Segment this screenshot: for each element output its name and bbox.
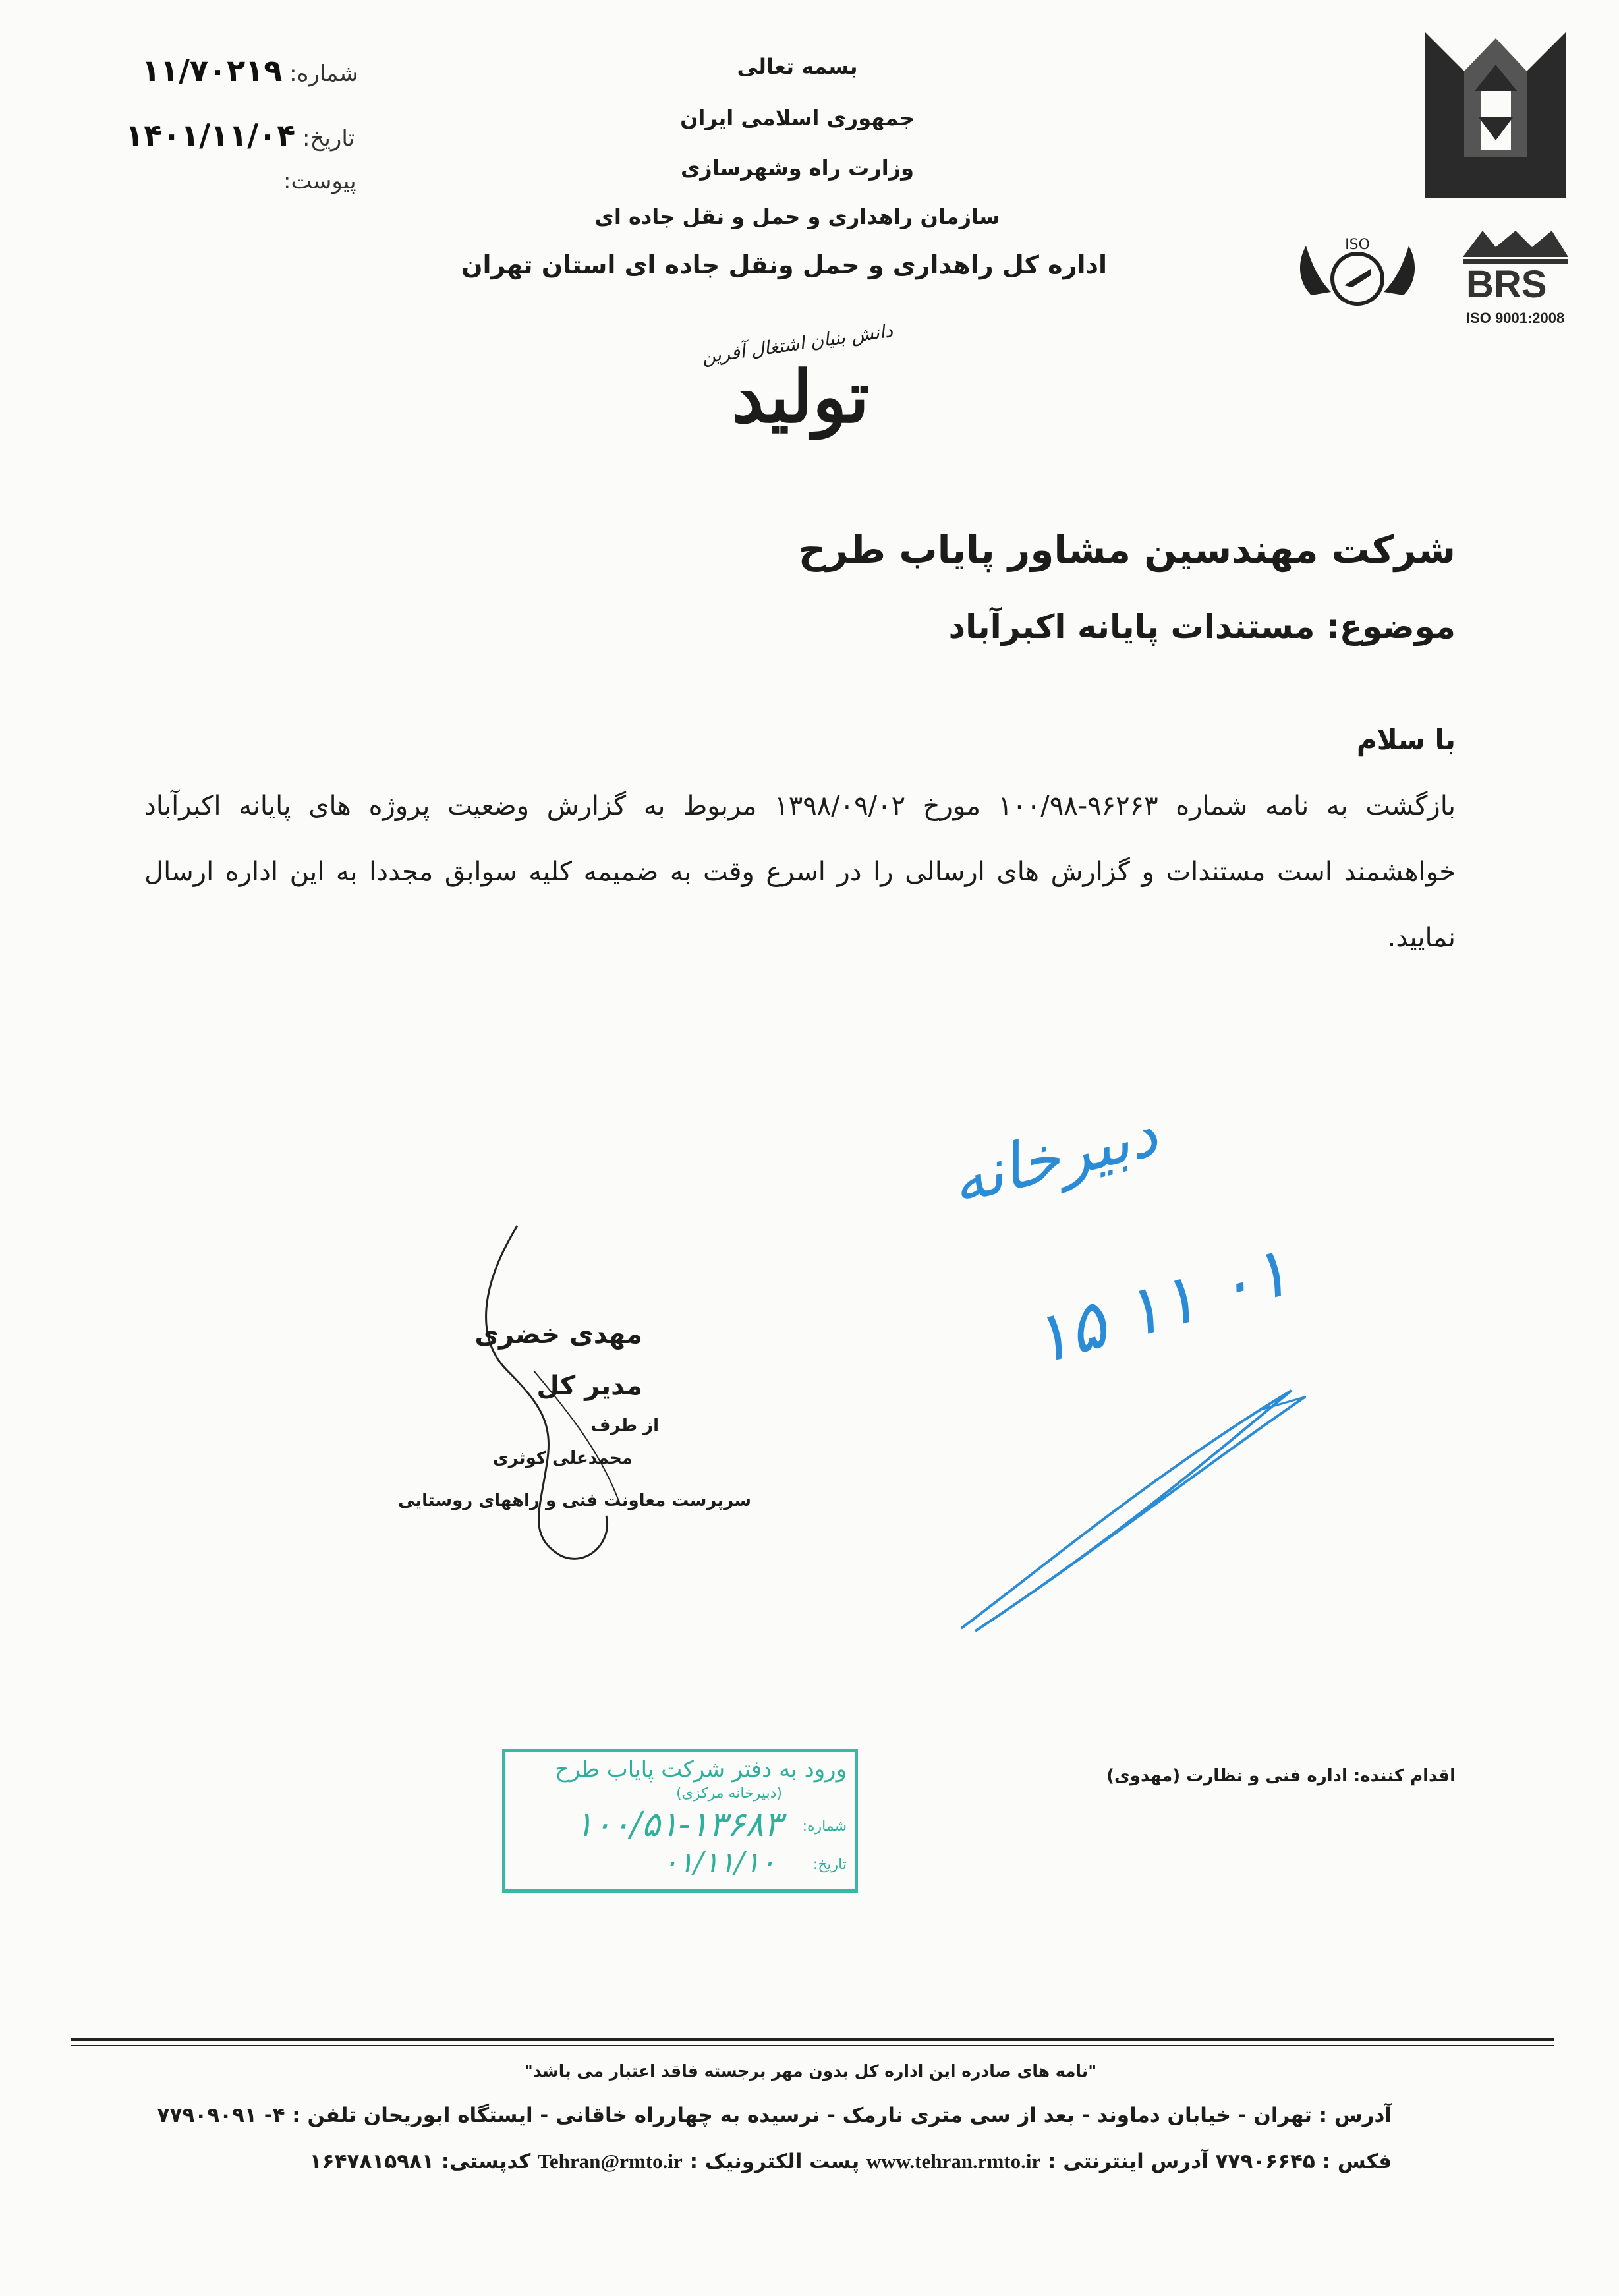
signatory-title: مدیر کل — [536, 1371, 642, 1401]
letter-date-label: تاریخ: — [302, 125, 355, 152]
header-ministry: وزارت راه وشهرسازی — [680, 156, 915, 181]
fax-label: فکس : — [1322, 2150, 1392, 2173]
stamp-date-value: ۰۱/۱۱/۱۰ — [662, 1846, 776, 1880]
letter-number-row — [142, 53, 358, 88]
iso-badge-text: ISO — [1345, 237, 1370, 253]
header-country: جمهوری اسلامی ایران — [680, 105, 915, 130]
deputy-name: محمدعلی کوثری — [492, 1449, 633, 1468]
iso-badge-icon — [1292, 223, 1423, 322]
header-organization: سازمان راهداری و حمل و نقل جاده ای — [594, 204, 1000, 229]
action-line: اقدام کننده: اداره فنی و نظارت (مهدوی) — [1106, 1766, 1456, 1786]
body-line-1: بازگشت به نامه شماره ۹۶۲۶۳-۱۰۰/۹۸ مورخ ۱۳۹۸/۰۹/۰۲ مربوط به گزارش وضعیت پروژه های پایانه اکبرآباد — [144, 791, 1456, 821]
recipient: شرکت مهندسین مشاور پایاب طرح — [798, 527, 1456, 572]
subject: موضوع: مستندات پایانه اکبرآباد — [948, 608, 1456, 646]
received-stamp — [502, 1749, 858, 1893]
rmto-logo-icon — [1418, 25, 1573, 203]
body-line-2: خواهشمند است مستندات و گزارش های ارسالی را در اسرع وقت به ضمیمه کلیه سوابق مجددا به این اداره ارسال — [144, 857, 1456, 887]
body-line-3: نمایید. — [1387, 923, 1456, 953]
letter-date-row — [125, 117, 355, 153]
postal-value: ۱۶۴۷۸۱۵۹۸۱ — [309, 2150, 434, 2173]
letter-number-value: ۱۱/۷۰۲۱۹ — [142, 53, 283, 88]
brs-label: BRS — [1466, 263, 1547, 306]
header-department: اداره کل راهداری و حمل ونقل جاده ای استان تهران — [461, 250, 1107, 279]
fax-value: ۷۷۹۰۶۶۴۵ — [1215, 2150, 1315, 2173]
footer-contact-row — [310, 2150, 1392, 2173]
stamp-number-value: ۱۰۰/۵۱-۱۳۶۸۳ — [575, 1805, 782, 1845]
handwritten-note: دبیرخانه — [943, 1096, 1165, 1219]
handwritten-signature-icon — [949, 1371, 1318, 1648]
handwritten-date: ۱۵ ۱۱ ۰۱ — [1021, 1230, 1299, 1381]
on-behalf-label: از طرف — [590, 1416, 659, 1435]
letter-attachment-label: پیوست: — [283, 168, 356, 194]
greeting: با سلام — [1356, 724, 1456, 756]
website-link[interactable]: www.tehran.rmto.ir — [866, 2150, 1041, 2173]
email-link[interactable]: Tehran@rmto.ir — [538, 2150, 683, 2173]
website-label: آدرس اینترنتی : — [1048, 2150, 1208, 2173]
deputy-title: سرپرست معاونت فنی و راههای روستایی — [398, 1491, 751, 1510]
stamp-subtitle: (دبیرخانه مرکزی) — [676, 1785, 782, 1802]
postal-label: کدپستی: — [441, 2150, 531, 2173]
letter-number-label: شماره: — [289, 61, 358, 87]
email-label: پست الکترونیک : — [689, 2150, 860, 2173]
footer-address: آدرس : تهران - خیابان دماوند - بعد از سی متری نارمک - نرسیده به چهارراه خاقانی - ایستگاه ابوریحان تلفن : ۴- ۷۷۹۰۹۰۹۱ — [157, 2104, 1392, 2127]
footer-rule-thin — [71, 2045, 1554, 2046]
bismillah: بسمه تعالی — [737, 54, 858, 79]
footer-rule-thick — [71, 2038, 1554, 2041]
iso-certification-label: ISO 9001:2008 — [1466, 310, 1565, 326]
stamp-date-label: تاریخ: — [812, 1856, 847, 1873]
footer-notice: "نامه های صادره این اداره کل بدون مهر برجسته فاقد اعتبار می باشد" — [524, 2061, 1097, 2081]
slogan-main: تولید — [731, 356, 870, 439]
letter-date-value: ۱۴۰۱/۱۱/۰۴ — [125, 117, 296, 153]
signatory-name: مهدی خضری — [474, 1319, 642, 1350]
stamp-number-label: شماره: — [802, 1818, 847, 1835]
stamp-title: ورود به دفتر شرکت پایاب طرح — [555, 1756, 847, 1783]
slogan-sub: دانش بنیان اشتغال آفرین — [700, 319, 894, 368]
letter-attachment-row — [283, 168, 356, 194]
